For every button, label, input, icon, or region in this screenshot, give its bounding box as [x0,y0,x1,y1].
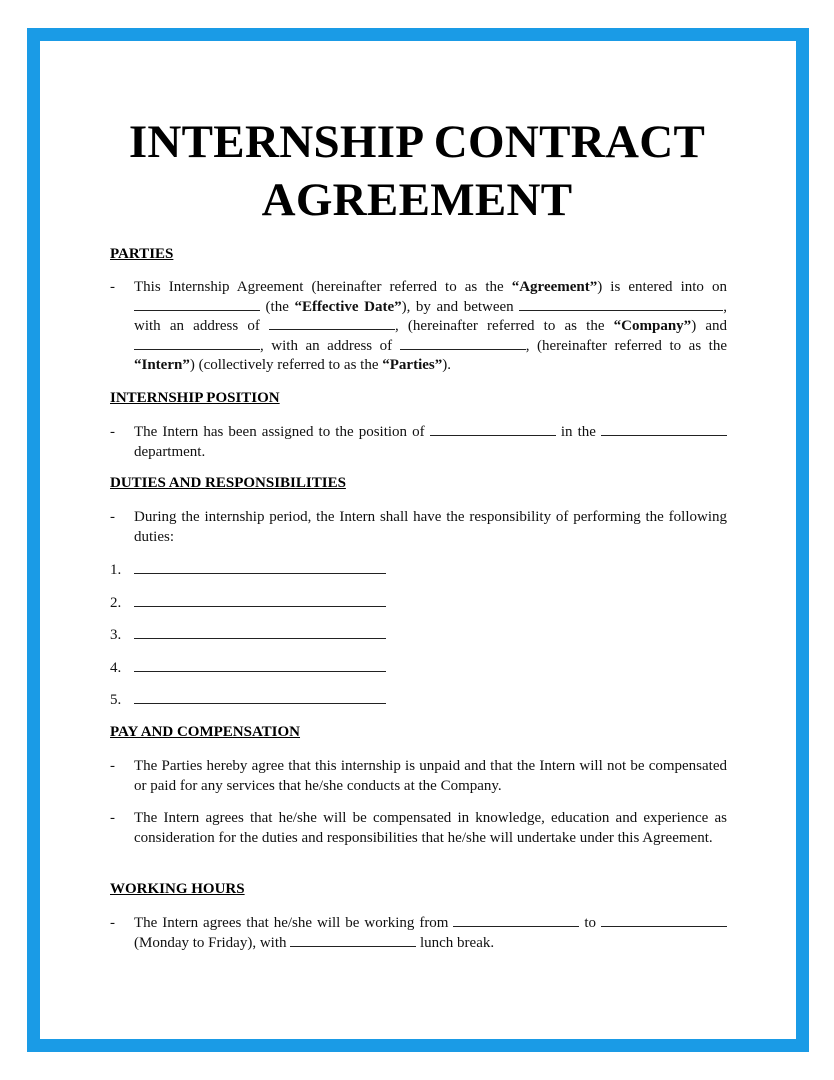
section-heading-parties: PARTIES [110,246,174,262]
blank-company-address-field[interactable] [269,317,395,330]
pay-text-1: The Parties hereby agree that this internship is unpaid and that the Intern will not be compensated or paid for any services that he/she conducts at the Company. [134,758,727,794]
bullet-dash: - [110,424,115,440]
blank-duty-field[interactable] [134,691,386,704]
duty-item: 3. [110,626,386,644]
duties-text: During the internship period, the Intern shall have the responsibility of performing the following duties: [134,509,727,545]
document-title-line-2: AGREEMENT [261,174,573,226]
blank-duty-field[interactable] [134,659,386,672]
blank-department-field[interactable] [601,423,727,436]
blank-duty-field[interactable] [134,561,386,574]
position-paragraph [110,423,727,462]
section-heading-hours: WORKING HOURS [110,881,245,897]
hours-text: The Intern agrees that he/she will be working from to (Monday to Friday), with lunch break. [134,914,727,953]
pay-paragraph-1 [110,757,727,796]
duties-paragraph [110,508,727,547]
blank-lunch-break-field[interactable] [290,934,416,947]
position-text: The Intern has been assigned to the position of in the department. [134,423,727,462]
section-heading-pay: PAY AND COMPENSATION [110,724,301,740]
blank-date-field[interactable] [134,298,260,311]
blank-duty-field[interactable] [134,594,386,607]
document-title-line-1: INTERNSHIP CONTRACT [128,116,706,168]
blank-company-name-field[interactable] [519,298,723,311]
hours-paragraph [110,914,727,953]
blank-duty-field[interactable] [134,626,386,639]
blank-position-field[interactable] [430,423,556,436]
blank-intern-address-field[interactable] [400,337,526,350]
bullet-dash: - [110,915,115,931]
bullet-dash: - [110,509,115,525]
bullet-dash: - [110,758,115,774]
parties-text: This Internship Agreement (hereinafter referred to as the “Agreement”) is entered into on (the “Effective Date”), by and between , with an address of , (hereinafter referred to as the “Company”) and , with an address of , (hereinafter referred to as the “Intern”) (collectively referred to as the “Parties”). [134,279,728,374]
section-heading-position: INTERNSHIP POSITION [110,390,280,406]
duty-item: 2. [110,594,386,612]
pay-paragraph-2 [110,809,727,848]
duty-item: 4. [110,659,386,677]
duty-item: 5. [110,691,386,709]
blank-end-time-field[interactable] [601,914,727,927]
parties-paragraph [110,278,727,376]
blank-intern-name-field[interactable] [134,337,260,350]
bullet-dash: - [110,810,115,826]
blank-start-time-field[interactable] [453,914,579,927]
section-heading-duties: DUTIES AND RESPONSIBILITIES [110,475,346,491]
duty-item: 1. [110,561,386,579]
bullet-dash: - [110,279,115,295]
pay-text-2: The Intern agrees that he/she will be compensated in knowledge, education and experience as consideration for the duties and responsibilities that he/she will undertake under this Agreement. [134,810,727,846]
